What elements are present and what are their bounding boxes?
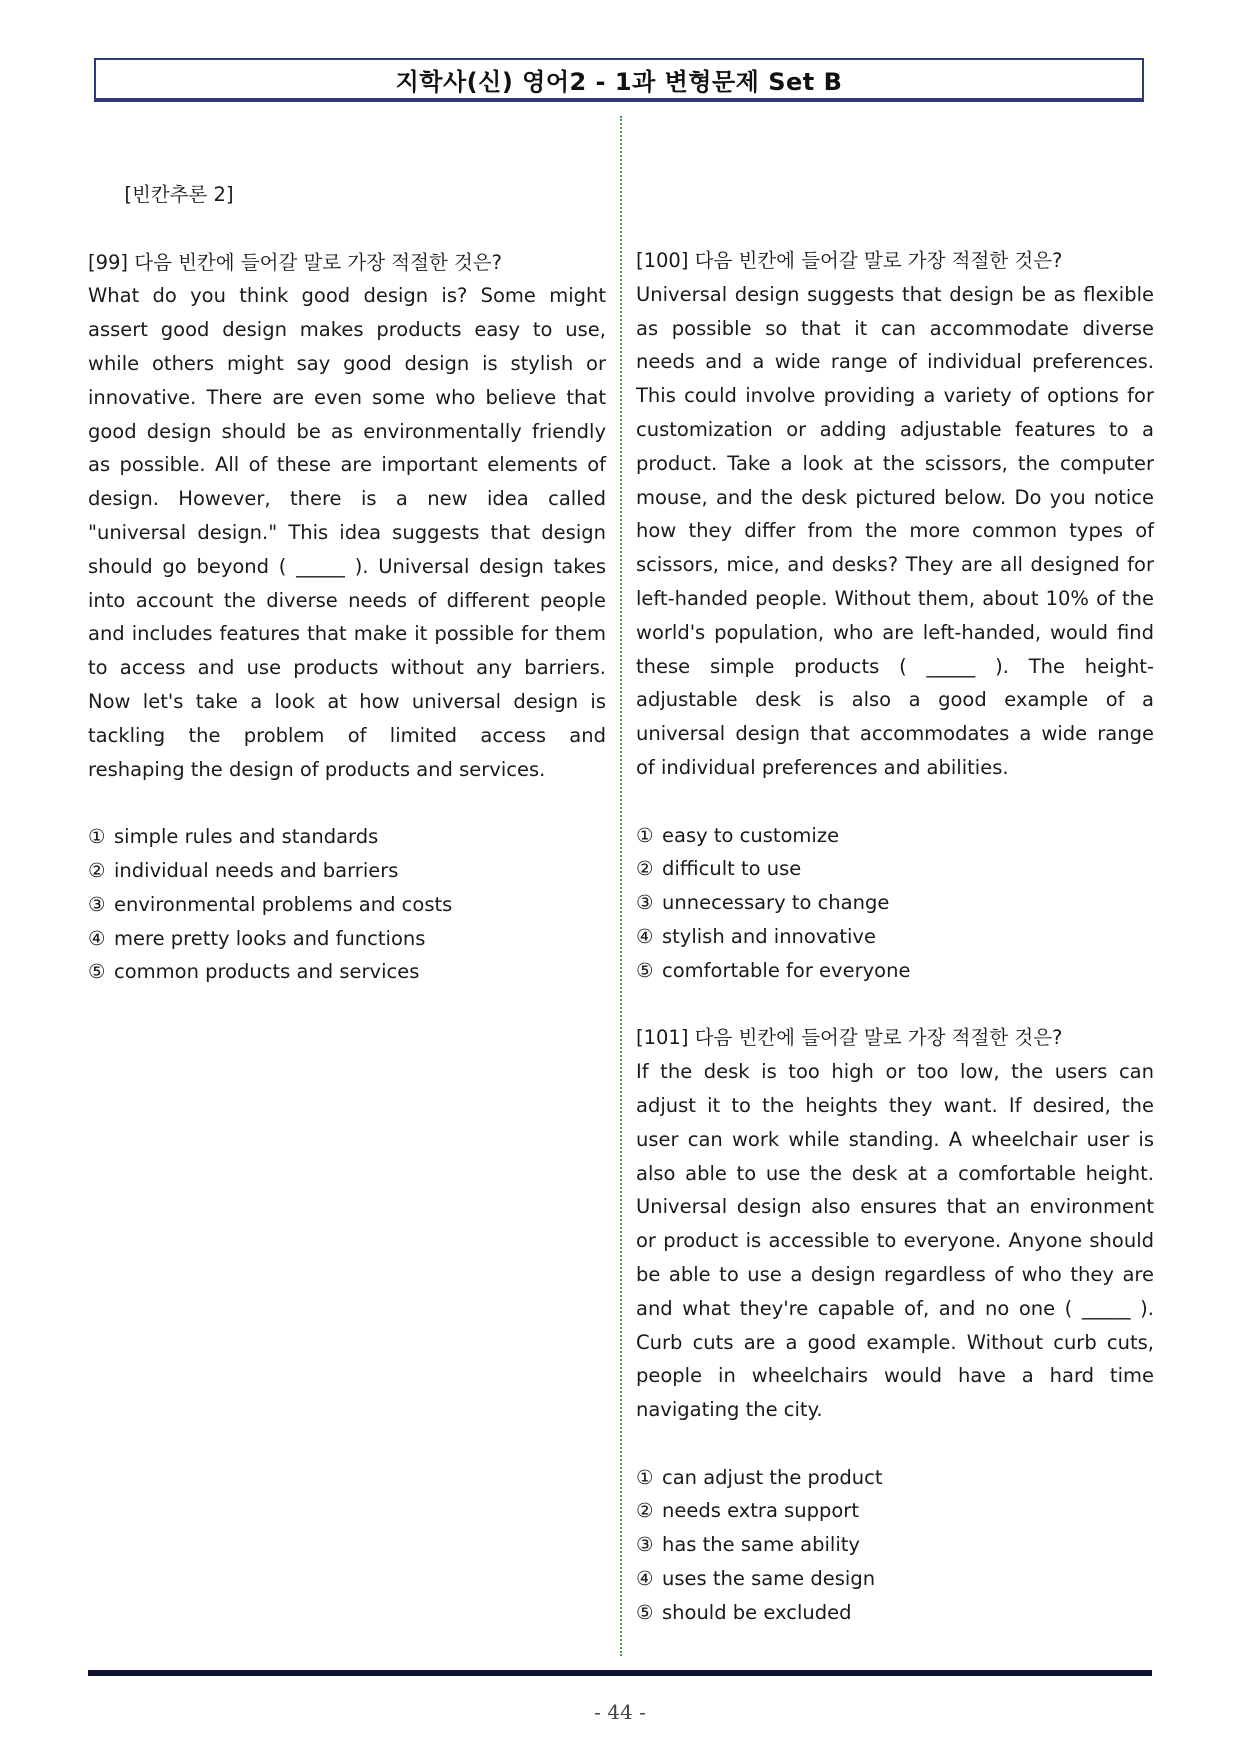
page-number: - 44 -: [594, 1700, 646, 1724]
option-number: ④: [636, 924, 654, 948]
answer-option[interactable]: [88, 820, 606, 854]
spacer: [88, 212, 606, 246]
option-text: mere pretty looks and functions: [114, 926, 426, 950]
option-text: comfortable for everyone: [662, 958, 911, 982]
option-number: ②: [88, 858, 106, 882]
question-passage: If the desk is too high or too low, the users can adjust it to the heights they want. If desired, the user can work while standing. A wheelchair user is also able to use the desk at a comfortable height. Universal design also ensures that an environment or product is accessible to everyone. Anyone should be able to use a design regardless of who they are and what they're capable of, and no one ( _____ ). Curb cuts are a good example. Without curb cuts, people in wheelchairs would have a hard time navigating the city.: [636, 1060, 1154, 1422]
answer-option[interactable]: [636, 852, 1154, 886]
option-number: ④: [88, 926, 106, 950]
answer-option[interactable]: [88, 888, 606, 922]
option-text: can adjust the product: [662, 1465, 883, 1489]
answer-option[interactable]: [636, 1562, 1154, 1596]
spacer: [636, 1427, 1154, 1461]
option-number: ③: [636, 891, 654, 915]
spacer: [88, 786, 606, 820]
question-header: [99] 다음 빈칸에 들어갈 말로 가장 적절한 것은?: [88, 250, 502, 274]
option-number: ⑤: [636, 958, 654, 982]
spacer: [636, 988, 1154, 1022]
option-number: ②: [636, 857, 654, 881]
answer-option[interactable]: [636, 819, 1154, 853]
answer-options: [636, 1461, 1154, 1630]
answer-option[interactable]: [636, 1528, 1154, 1562]
question-101: [636, 1021, 1154, 1629]
left-column: [88, 178, 606, 989]
option-text: stylish and innovative: [662, 924, 876, 948]
option-text: common products and services: [114, 960, 420, 984]
question-100: [636, 244, 1154, 988]
option-number: ①: [88, 825, 106, 849]
option-text: environmental problems and costs: [114, 892, 453, 916]
answer-option[interactable]: [88, 955, 606, 989]
option-text: uses the same design: [662, 1567, 876, 1591]
question-header: [101] 다음 빈칸에 들어갈 말로 가장 적절한 것은?: [636, 1026, 1063, 1050]
option-text: simple rules and standards: [114, 825, 379, 849]
document-title: 지학사(신) 영어2 - 1과 변형문제 Set B: [395, 67, 843, 96]
option-text: easy to customize: [662, 823, 840, 847]
option-text: unnecessary to change: [662, 891, 890, 915]
answer-option[interactable]: [636, 954, 1154, 988]
question-passage: What do you think good design is? Some might assert good design makes products easy to use, while others might say good design is stylish or innovative. There are even some who believe that good design should be as environmentally friendly as possible. All of these are important elements of design. However, there is a new idea called "universal design." This idea suggests that design should go beyond ( _____ ). Universal design takes into account the diverse needs of different people and includes features that make it possible for them to access and use products without any barriers. Now let's take a look at how universal design is tackling the problem of limited access and reshaping the design of products and services.: [88, 284, 606, 781]
option-text: individual needs and barriers: [114, 858, 399, 882]
option-number: ②: [636, 1499, 654, 1523]
option-text: should be excluded: [662, 1600, 852, 1624]
answer-option[interactable]: [636, 920, 1154, 954]
option-number: ④: [636, 1567, 654, 1591]
option-number: ①: [636, 1465, 654, 1489]
option-text: difficult to use: [662, 857, 802, 881]
footer-rule: [88, 1670, 1152, 1676]
answer-options: [636, 819, 1154, 988]
option-number: ③: [88, 892, 106, 916]
document-title-box: [94, 58, 1144, 102]
answer-option[interactable]: [88, 854, 606, 888]
option-number: ⑤: [88, 960, 106, 984]
right-column: [636, 244, 1154, 1630]
answer-option[interactable]: [636, 1596, 1154, 1630]
section-label: [빈칸추론 2]: [124, 183, 234, 206]
option-number: ①: [636, 823, 654, 847]
answer-option[interactable]: [636, 886, 1154, 920]
question-header: [100] 다음 빈칸에 들어갈 말로 가장 적절한 것은?: [636, 249, 1063, 272]
answer-options: [88, 820, 606, 989]
question-passage: Universal design suggests that design be as flexible as possible so that it can accommodate diverse needs and a wide range of individual preferences. This could involve providing a variety of options for customization or adding adjustable features to a product. Take a look at the scissors, the computer mouse, and the desk pictured below. Do you notice how they differ from the more common types of scissors, mice, and desks? They are all designed for left-handed people. Without them, about 10% of the world's population, who are left-handed, would find these simple products ( _____ ). The height-adjustable desk is also a good example of a universal design that accommodates a wide range of individual preferences and abilities.: [636, 282, 1154, 779]
option-number: ⑤: [636, 1600, 654, 1624]
question-99: [88, 246, 606, 990]
answer-option[interactable]: [88, 922, 606, 956]
option-number: ③: [636, 1533, 654, 1557]
option-text: needs extra support: [662, 1499, 859, 1523]
option-text: has the same ability: [662, 1533, 860, 1557]
spacer: [636, 785, 1154, 819]
answer-option[interactable]: [636, 1461, 1154, 1495]
answer-option[interactable]: [636, 1494, 1154, 1528]
column-divider: [620, 116, 622, 1656]
